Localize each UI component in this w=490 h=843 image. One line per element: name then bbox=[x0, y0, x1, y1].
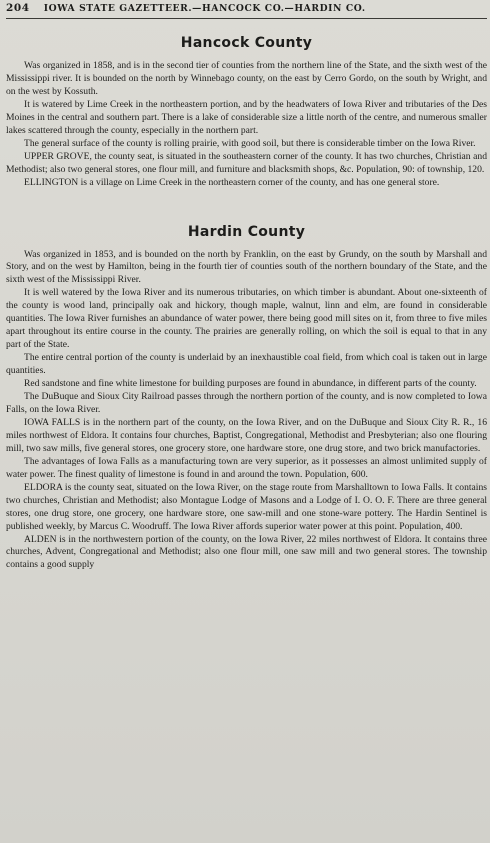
paragraph: IOWA FALLS is in the northern part of the county, on the Iowa River, and on the DuBuque and Sioux City R. R., 16 miles northwest of Eldora. It contains four churches, Baptist, Congregational, Methodist and Presbyterian; also one flouring mill, two saw mills, five general stores, one grocery store, one hardware store, one drug store, and two brick manufactories. bbox=[6, 416, 487, 454]
section-hardin-county bbox=[6, 224, 487, 573]
page-number: 204 bbox=[6, 2, 30, 14]
paragraph: The DuBuque and Sioux City Railroad passes through the northern portion of the county, and is now completed to Iowa Falls, on the Iowa River. bbox=[6, 391, 487, 415]
paragraph: The general surface of the county is rolling prairie, with good soil, but there is considerable timber on the Iowa River. bbox=[24, 137, 476, 149]
paragraph: UPPER GROVE, the county seat, is situated in the southeastern corner of the county. It has two churches, Christian and Methodist; also two general stores, one flour mill, and furniture and blacksmith shops, &c. Population, 90: of township, 120. bbox=[6, 150, 487, 175]
running-head bbox=[6, 0, 487, 19]
running-head-title: IOWA STATE GAZETTEER.—HANCOCK CO.—HARDIN CO. bbox=[43, 3, 366, 14]
section-heading: Hancock County bbox=[180, 35, 313, 51]
paragraph: The advantages of Iowa Falls as a manufacturing town are very superior, as it possesses an almost unlimited supply of water power. The finest quality of limestone is found in and around the town. Population, 600. bbox=[6, 455, 487, 480]
paragraph: ELLINGTON is a village on Lime Creek in the northeastern corner of the county, and has one general store. bbox=[24, 176, 440, 188]
section-heading: Hardin County bbox=[187, 223, 306, 240]
section-hancock-county bbox=[6, 35, 487, 190]
paragraph: It is well watered by the Iowa River and its numerous tributaries, on which timber is abundant. About one-sixteenth of the county is wood land, principally oak and hickory, though maple, walnut, linn and elm, are found in considerable quantities. The Iowa River furnishes an abundance of water power, there being good mill sites on it, from three to five miles apart throughout its entire course in the county. The prairies are generally rolling, on which the soil is equal to that in any part of the State. bbox=[6, 287, 487, 351]
paragraph: The entire central portion of the county is underlaid by an inexhaustible coal field, from which coal is taken out in large quantities. bbox=[6, 352, 487, 377]
paragraph: ALDEN is in the northwestern portion of the county, on the Iowa River, 22 miles northwest of Eldora. It contains three churches, Advent, Congregational and Methodist; also one flour mill, one saw mill and two general stores. The township contains a good supply bbox=[6, 533, 487, 571]
paragraph: Was organized in 1858, and is in the second tier of counties from the northern line of the State, and the sixth west of the Mississippi river. It is bounded on the north by Winnebago county, on the east by Cerro Gordo, on the south by Wright, and on the west by Kossuth. bbox=[6, 60, 487, 97]
paragraph: Red sandstone and fine white limestone for building purposes are found in abundance, in different parts of the county. bbox=[24, 378, 477, 390]
paragraph: It is watered by Lime Creek in the northeastern portion, and by the headwaters of Iowa River and tributaries of the Des Moines in the central and southern part. There is a lake of considerable size a little north of the centre, and numerous smaller lakes scattered through the county, especially in the northern part. bbox=[6, 98, 487, 136]
paragraph: ELDORA is the county seat, situated on the Iowa River, on the stage route from Marshalltown to Iowa Falls. It contains two churches, Christian and Methodist; also Montague Lodge of Masons and a Lodge of I. O. O. F. There are three general stores, one drug store, one grocery, one hardware store, one saw-mill and one stone-ware pottery. The Hardin Sentinel is published weekly, by Marcus C. Woodruff. The Iowa River affords superior water power at this point. Population, 400. bbox=[6, 481, 487, 532]
paragraph: Was organized in 1853, and is bounded on the north by Franklin, on the east by Grundy, on the south by Marshall and Story, and on the west by Hamilton, being in the fourth tier of counties south of the northern boundary of the State, and the sixth west of the Mississippi River. bbox=[6, 248, 487, 286]
